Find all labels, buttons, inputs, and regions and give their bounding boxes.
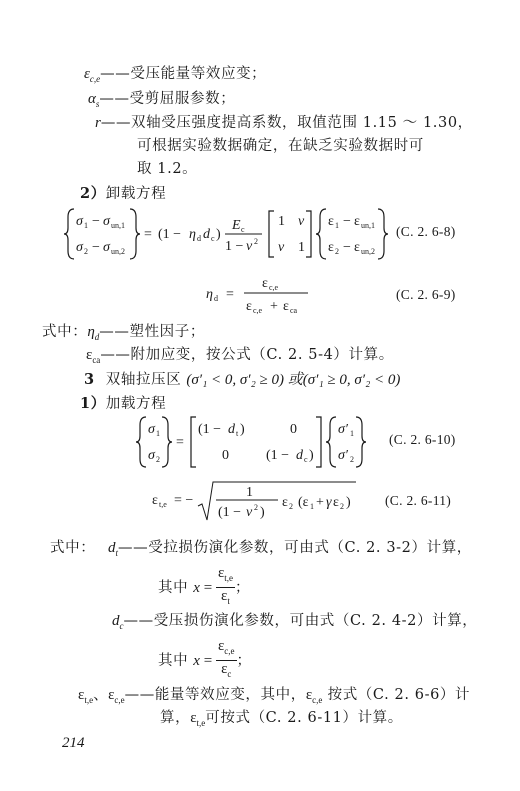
equation-c-2-6-10: [130, 413, 390, 471]
svg-text:2: 2: [84, 247, 88, 256]
svg-text:1: 1: [350, 429, 354, 438]
svg-text:−: −: [343, 214, 351, 229]
svg-text:ν: ν: [246, 505, 253, 520]
svg-text:−: −: [92, 214, 100, 229]
svg-text:E: E: [232, 218, 241, 233]
svg-text:d: d: [203, 227, 210, 242]
svg-text:1: 1: [84, 221, 88, 230]
fraction: $\frac{\varepsilon_{t,e}}{\varepsilon_t}$: [217, 565, 233, 606]
section-heading-biaxial: 3 双轴拉压区 (σ′₁ < 0, σ′₂ ≥ 0) 或(σ′₁ ≥ 0, σ′₂ < 0): [84, 371, 401, 388]
def-energy-continuation: 算，$\varepsilon_{t,e}$可按式（C. 2. 6-11）计算。: [160, 710, 403, 728]
symbol: $\varepsilon_{c,e}$: [84, 66, 101, 84]
svg-text:σ: σ: [76, 214, 83, 229]
equation-number: (C. 2. 6-11): [385, 493, 452, 508]
svg-text:=: =: [144, 227, 152, 242]
equation-c-2-6-9: [200, 270, 340, 318]
svg-text:σ′: σ′: [338, 448, 348, 463]
svg-text:ν: ν: [246, 239, 253, 254]
svg-text:1: 1: [246, 485, 253, 500]
svg-text:ε: ε: [283, 299, 289, 314]
svg-text:σ′: σ′: [338, 422, 348, 437]
svg-text:1: 1: [335, 221, 339, 230]
symbol: $\alpha_s$: [88, 91, 100, 109]
svg-text:c,e: c,e: [269, 283, 279, 292]
def-energy-equivalent-strain: $\varepsilon_{t,e}$、$\varepsilon_{c,e}——$能量等效应变，其中，$\varepsilon_{c,e}$ 按式（C. 2. 6-6）计: [78, 687, 471, 705]
svg-text:ε: ε: [152, 493, 158, 508]
svg-text:ε: ε: [354, 240, 360, 255]
svg-text:un,1: un,1: [361, 221, 375, 230]
svg-text:2: 2: [335, 247, 339, 256]
svg-text:ε: ε: [354, 214, 360, 229]
definition-text: ——双轴受压强度提高系数，取值范围 1.15 ～ 1.30，: [100, 115, 473, 131]
svg-text:2: 2: [254, 237, 258, 246]
svg-text:): ): [240, 422, 245, 437]
svg-text:): ): [216, 227, 221, 242]
svg-text:1: 1: [278, 214, 285, 229]
dc-where-x: 其中 x = $\frac{\varepsilon_{c,e}}{\varepsilon_c}$ ；: [158, 638, 252, 683]
svg-text:c,e: c,e: [253, 306, 263, 315]
svg-text:σ: σ: [148, 422, 155, 437]
svg-text:un,1: un,1: [111, 221, 125, 230]
svg-text:= −: = −: [174, 493, 194, 508]
svg-text:+: +: [270, 299, 278, 314]
svg-text:c: c: [211, 234, 215, 243]
equation-number: (C. 2. 6-9): [396, 287, 456, 302]
svg-text:ε: ε: [282, 495, 288, 510]
section-heading-unloading: 2）卸载方程: [80, 185, 167, 202]
def-eps-ce: [84, 62, 266, 84]
svg-text:=: =: [176, 435, 184, 450]
equation-number: (C. 2. 6-8): [396, 224, 456, 239]
definition-text: ——受压能量等效应变；: [100, 66, 267, 82]
svg-text:ε: ε: [333, 495, 339, 510]
svg-text:1: 1: [156, 429, 160, 438]
svg-text:): ): [309, 448, 314, 463]
equation-number: (C. 2. 6-10): [389, 432, 456, 447]
svg-text:σ: σ: [103, 240, 110, 255]
def-r: [95, 111, 473, 132]
svg-text:ε: ε: [262, 276, 268, 291]
symbol: r: [95, 115, 101, 131]
svg-text:+: +: [316, 495, 324, 510]
def-alpha-s: [88, 87, 235, 109]
svg-text:(1 −: (1 −: [218, 505, 242, 520]
svg-text:2: 2: [254, 503, 258, 512]
svg-text:−: −: [92, 240, 100, 255]
where-lead: 式中：: [50, 540, 96, 556]
svg-text:0: 0: [290, 422, 297, 437]
svg-text:=: =: [226, 287, 234, 302]
def-r-continuation-2: 取 1.2。: [137, 161, 198, 177]
svg-text:ε: ε: [328, 214, 334, 229]
svg-text:ε: ε: [246, 299, 252, 314]
def-r-continuation-1: 可根据实验数据确定，在缺乏实验数据时可: [137, 138, 424, 154]
svg-text:η: η: [189, 227, 196, 242]
page-number: 214: [62, 735, 85, 751]
svg-text:d: d: [214, 294, 218, 303]
svg-text:(ε: (ε: [298, 495, 309, 510]
def-d-c: $d_c——$受压损伤演化参数，可由式（C. 2. 4-2）计算，: [112, 613, 478, 631]
svg-text:): ): [346, 495, 351, 510]
svg-text:ν: ν: [298, 214, 305, 229]
svg-text:ε: ε: [328, 240, 334, 255]
svg-text:σ: σ: [148, 448, 155, 463]
svg-text:(1 −: (1 −: [198, 422, 222, 437]
svg-text:un,2: un,2: [361, 247, 375, 256]
svg-text:): ): [260, 505, 265, 520]
svg-text:(1 −: (1 −: [266, 448, 290, 463]
svg-text:σ: σ: [76, 240, 83, 255]
svg-text:ca: ca: [290, 306, 298, 315]
svg-text:2: 2: [289, 502, 293, 511]
svg-text:γ: γ: [326, 495, 332, 510]
svg-text:c: c: [304, 455, 308, 464]
svg-text:2: 2: [156, 455, 160, 464]
equation-c-2-6-11: [150, 478, 370, 526]
def-eps-ca: $\varepsilon_{ca}——$附加应变，按公式（C. 2. 5-4）计算。: [86, 347, 394, 365]
svg-text:1: 1: [310, 502, 314, 511]
svg-text:−: −: [343, 240, 351, 255]
svg-text:t: t: [236, 429, 239, 438]
definition-text: ——受剪屈服参数；: [99, 91, 236, 107]
svg-text:0: 0: [222, 448, 229, 463]
svg-text:2: 2: [340, 502, 344, 511]
fraction: $\frac{\varepsilon_{c,e}}{\varepsilon_c}$: [217, 638, 235, 679]
svg-text:un,2: un,2: [111, 247, 125, 256]
svg-text:1 −: 1 −: [225, 239, 244, 254]
def-eta-d: 式中：$\eta_d——$塑性因子；: [42, 324, 205, 342]
dt-where-x: 其中 x = $\frac{\varepsilon_{t,e}}{\varepsilon_t}$ ；: [158, 565, 250, 610]
def-d-t: $d_t——$受拉损伤演化参数，可由式（C. 2. 3-2）计算，: [108, 540, 472, 558]
svg-text:η: η: [206, 287, 213, 302]
svg-text:d: d: [197, 234, 201, 243]
svg-text:σ: σ: [103, 214, 110, 229]
svg-text:ν: ν: [278, 240, 285, 255]
svg-text:t,e: t,e: [159, 500, 167, 509]
svg-text:c: c: [241, 225, 245, 234]
svg-text:2: 2: [350, 455, 354, 464]
svg-text:d: d: [296, 448, 303, 463]
svg-text:d: d: [228, 422, 235, 437]
svg-text:(1 −: (1 −: [158, 227, 182, 242]
subsection-heading-loading: 1）加载方程: [80, 395, 167, 412]
svg-text:1: 1: [298, 240, 305, 255]
